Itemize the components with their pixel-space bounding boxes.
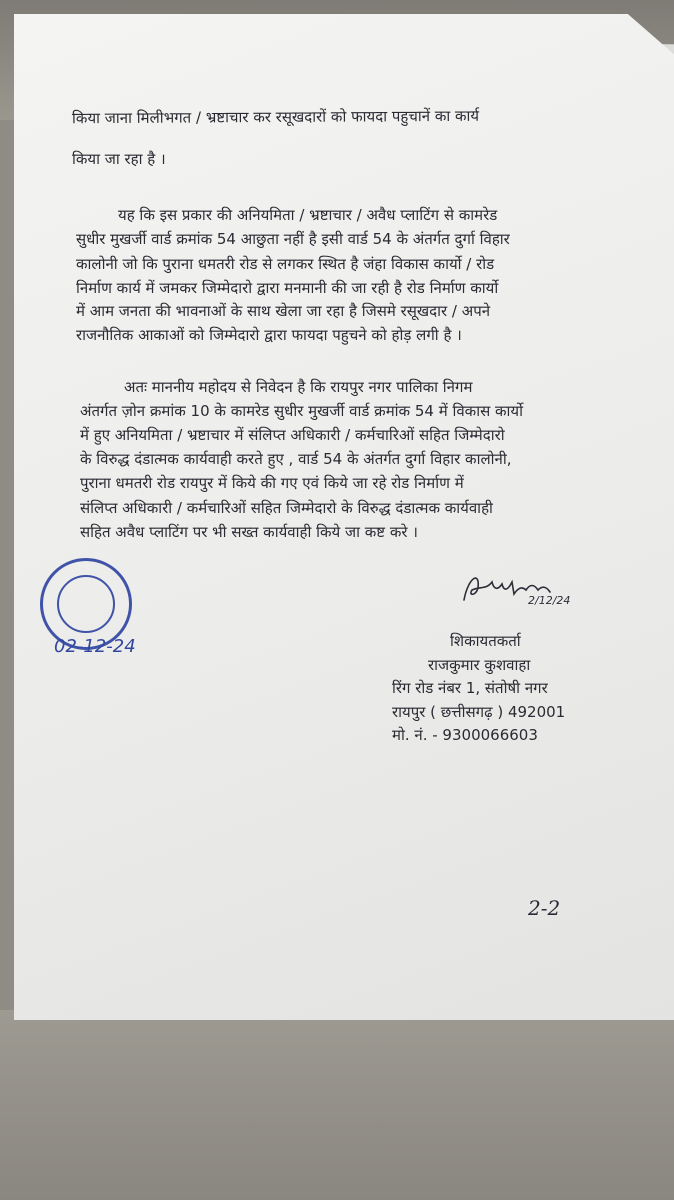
text-line: अंतर्गत ज़ोन क्रमांक 10 के कामरेड सुधीर मुखर्जी वार्ड क्रमांक 54 में विकास कार्यो bbox=[80, 402, 523, 420]
text-line: किया जाना मिलीभगत / भ्रष्टाचार कर रसूखदारों को फायदा पहुचानें का कार्य bbox=[71, 106, 480, 128]
background-bottom bbox=[0, 1010, 674, 1200]
text-line: अतः माननीय महोदय से निवेदन है कि रायपुर नगर पालिका निगम bbox=[124, 378, 473, 396]
page-number: 2-2 bbox=[528, 896, 561, 920]
handwritten-signature bbox=[458, 560, 588, 620]
complainant-address-1: रिंग रोड नंबर 1, संतोषी नगर bbox=[392, 679, 548, 697]
text-line: राजनौतिक आकाओं को जिम्मेदारो द्वारा फायदा पहुचने को होड़ लगी है । bbox=[76, 326, 462, 344]
signature-date: 2/12/24 bbox=[528, 594, 571, 607]
text-line: में हुए अनियमिता / भ्रष्टाचार में संलिप्त अधिकारी / कर्मचारिओं सहित जिम्मेदारो bbox=[80, 426, 505, 444]
seal-date: 02-12-24 bbox=[54, 636, 136, 657]
complainant-role: शिकायतकर्ता bbox=[450, 632, 521, 650]
text-line: निर्माण कार्य में जमकर जिम्मेदारो द्वारा मनमानी की जा रही है रोड निर्माण कार्यो bbox=[76, 279, 499, 297]
text-line: सहित अवैध प्लाटिंग पर भी सख्त कार्यवाही किये जा कष्ट करे । bbox=[80, 523, 418, 541]
text-line: कालोनी जो कि पुराना धमतरी रोड से लगकर स्थित है जंहा विकास कार्यो / रोड bbox=[76, 255, 495, 273]
complainant-address-2: रायपुर ( छत्तीसगढ़ ) 492001 bbox=[392, 703, 566, 721]
text-line: पुराना धमतरी रोड रायपुर में किये की गए एवं किये जा रहे रोड निर्माण में bbox=[80, 474, 464, 492]
text-line: के विरुद्ध दंडात्मक कार्यवाही करते हुए , वार्ड 54 के अंतर्गत दुर्गा विहार कालोनी, bbox=[80, 450, 512, 468]
text-line: में आम जनता की भावनाओं के साथ खेला जा रहा है जिसमे रसूखदार / अपने bbox=[76, 302, 491, 320]
complainant-phone: मो. नं. - 9300066603 bbox=[392, 726, 538, 744]
text-line: किया जा रहा है । bbox=[72, 150, 166, 168]
seal-inner-ring bbox=[57, 575, 115, 633]
text-line: संलिप्त अधिकारी / कर्मचारिओं सहित जिम्मेदारो के विरुद्ध दंडात्मक कार्यवाही bbox=[80, 499, 493, 517]
text-line: सुधीर मुखर्जी वार्ड क्रमांक 54 आछुता नहीं है इसी वार्ड 54 के अंतर्गत दुर्गा विहार bbox=[76, 230, 510, 248]
complainant-name: राजकुमार कुशवाहा bbox=[428, 656, 531, 674]
text-line: यह कि इस प्रकार की अनियमिता / भ्रष्टाचार / अवैध प्लाटिंग से कामरेड bbox=[118, 206, 498, 224]
